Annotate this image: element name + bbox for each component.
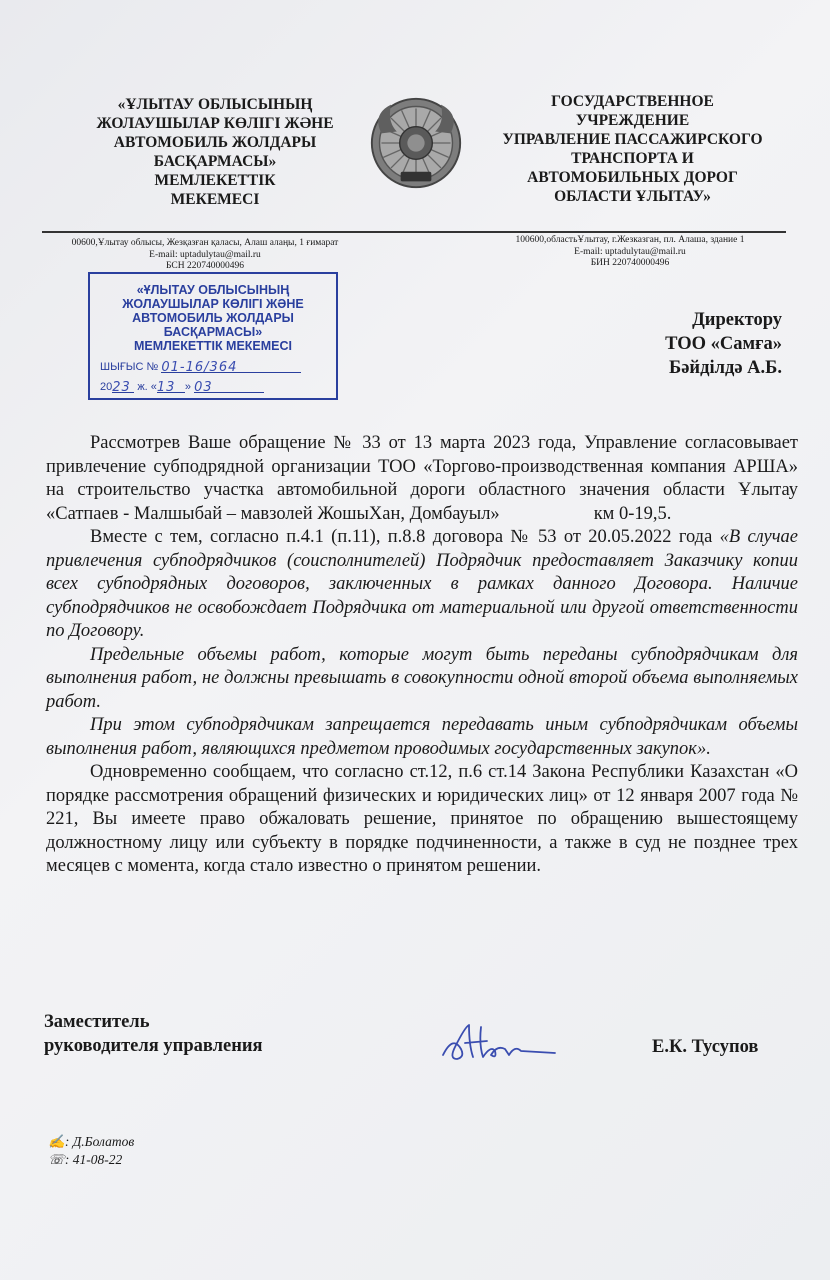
- paragraph-5: Одновременно сообщаем, что согласно ст.12, п.6 ст.14 Закона Республики Казахстан «О порядке рассмотрения обращений физических и юридических лиц» от 12 января 2007 года № 221, Вы имеете право обжаловать решение, принятое по обращению вышестоящему должностному лицу или субъекту в порядке подчиненности, а также в суд не позднее трех месяцев с момента, когда стало известно о принятом решении.: [46, 762, 798, 876]
- letter-body: [46, 432, 798, 879]
- signatory-title: Заместитель руководителя управления: [44, 1012, 263, 1056]
- paragraph-2: Вместе с тем, согласно п.4.1 (п.11), п.8.8 договора № 53 от 20.05.2022 года «В случае привлечения субподрядчиков (соисполнителей) Подрядчик предоставляет Заказчику копии всех субподрядных договоров, заключенных в рамках данного Договора. Наличие субподрядчиков не освобождает Подрядчика от материальной или другой ответственности по Договору.: [46, 527, 798, 641]
- recipient-block: Директору ТОО «Самға» Бәйділдә А.Б.: [665, 310, 782, 378]
- stamp-date-row: 2023 ж. «13 » 03: [100, 380, 264, 393]
- header-left-kazakh: «ҰЛЫТАУ ОБЛЫСЫНЫҢ ЖОЛАУШЫЛАР КӨЛІГІ ЖӘНЕ АВТОМОБИЛЬ ЖОЛДАРЫ БАСҚАРМАСЫ» МЕМЛЕКЕТТІК МЕКЕМЕСІ: [96, 96, 334, 208]
- stamp-number-value: 01-16/364: [161, 360, 238, 375]
- address-left: 00600,Ұлытау облысы, Жезқазған қаласы, Алаш алаңы, 1 ғимарат E-mail: uptadulytau@mail.ru БСН 220740000496: [71, 238, 339, 271]
- executor-line: ✍: Д.Болатов: [48, 1134, 135, 1149]
- stamp-number-row: ШЫҒЫС № 01-16/364: [100, 360, 301, 373]
- registration-stamp: [88, 272, 338, 400]
- phone-line: ☏: 41-08-22: [48, 1152, 123, 1167]
- address-right: 100600,областьҰлытау, г.Жезказган, пл. Алаша, здание 1 E-mail: uptadulytau@mail.ru БИН 220740000496: [515, 235, 745, 268]
- state-emblem-icon: [368, 95, 464, 191]
- paragraph-3: Предельные объемы работ, которые могут быть переданы субподрядчикам для выполнения работ, не должны превышать в совокупности одной второй объема выполняемых работ.: [46, 644, 798, 712]
- pen-icon: ✍: [48, 1134, 65, 1149]
- signatory-name: Е.К. Тусупов: [652, 1037, 759, 1057]
- executor-footer: [48, 1133, 134, 1169]
- paragraph-4: При этом субподрядчикам запрещается передавать иным субподрядчикам объемы выполнения работ, являющихся предметом проводимых государственных закупок».: [46, 715, 798, 759]
- header-right-russian: ГОСУДАРСТВЕННОЕ УЧРЕЖДЕНИЕ УПРАВЛЕНИЕ ПАССАЖИРСКОГО ТРАНСПОРТА И АВТОМОБИЛЬНЫХ ДОРОГ ОБЛАСТИ ҰЛЫТАУ»: [502, 93, 763, 205]
- stamp-title: «ҰЛЫТАУ ОБЛЫСЫНЫҢ ЖОЛАУШЫЛАР КӨЛІГІ ЖӘНЕ АВТОМОБИЛЬ ЖОЛДАРЫ БАСҚАРМАСЫ» МЕМЛЕКЕТТІК МЕКЕМЕСІ: [122, 283, 304, 353]
- paragraph-1: Рассмотрев Ваше обращение № 33 от 13 марта 2023 года, Управление согласовывает привлечение субподрядной организации ТОО «Торгово-производственная компания АРША» на строительство участка автомобильной дороги областного значения области Ұлытау «Сатпаев - Малшыбай – мавзолей ЖошыХан, Домбауыл» км 0-19,5.: [46, 433, 798, 524]
- header-divider: [42, 231, 786, 233]
- phone-icon: ☏: [48, 1152, 65, 1167]
- handwritten-signature: [435, 1015, 565, 1065]
